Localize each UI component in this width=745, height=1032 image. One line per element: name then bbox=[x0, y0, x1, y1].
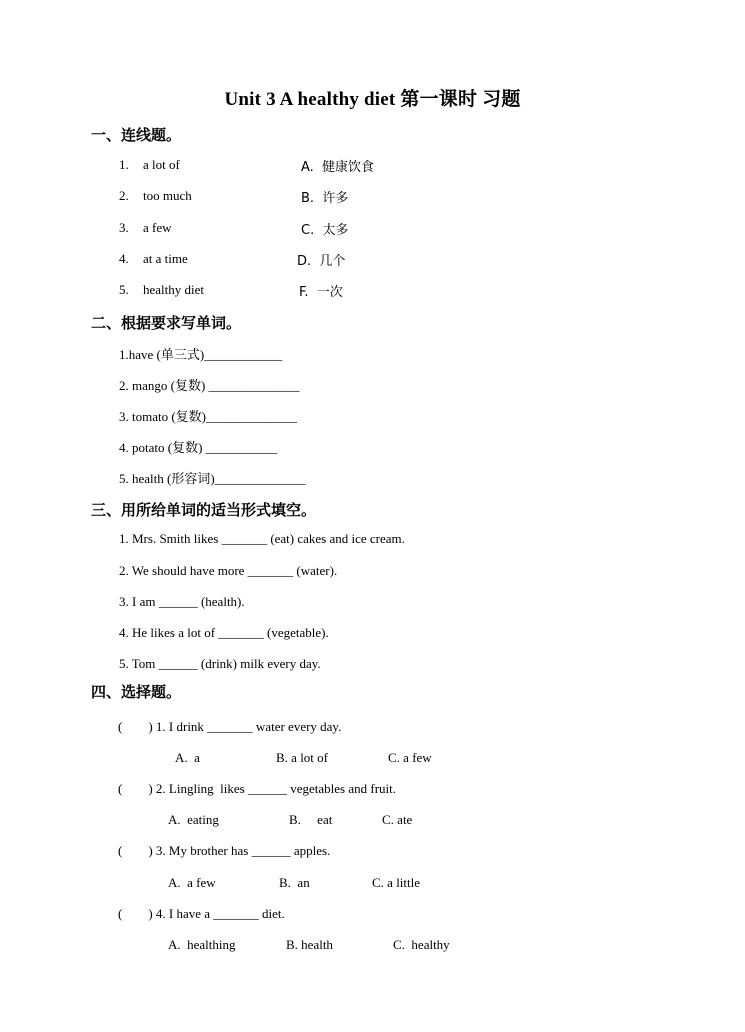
match-left-num-5: 5. bbox=[119, 282, 129, 297]
match-left-item-5: healthy diet bbox=[143, 282, 205, 297]
q1-option-a: A. a bbox=[175, 750, 200, 765]
q1-option-b: B. a lot of bbox=[276, 750, 328, 765]
match-right-item-2: B. 许多 bbox=[301, 191, 349, 206]
word-item-3: 3. tomato (复数)______________ bbox=[119, 409, 298, 424]
word-item-2: 2. mango (复数) ______________ bbox=[119, 378, 300, 393]
page-title: Unit 3 A healthy diet 第一课时 习题 bbox=[224, 89, 521, 110]
fill-item-3: 3. I am ______ (health). bbox=[119, 594, 245, 609]
choice-question-4: ( ) 4. I have a _______ diet. bbox=[118, 906, 285, 921]
match-right-item-4: D. 几个 bbox=[297, 254, 346, 269]
q3-option-a: A. a few bbox=[168, 875, 216, 890]
match-left-num-4: 4. bbox=[119, 251, 129, 266]
q1-option-c: C. a few bbox=[388, 750, 432, 765]
q3-option-c: C. a little bbox=[372, 875, 421, 890]
match-right-item-5: F. 一次 bbox=[299, 285, 343, 300]
match-left-num-1: 1. bbox=[119, 157, 129, 172]
q4-option-a: A. healthing bbox=[168, 937, 236, 952]
q4-option-c: C. healthy bbox=[393, 937, 450, 952]
q4-option-b: B. health bbox=[286, 937, 333, 952]
match-left-num-3: 3. bbox=[119, 220, 129, 235]
q2-option-c: C. ate bbox=[382, 812, 413, 827]
match-left-item-1: a lot of bbox=[143, 157, 180, 172]
match-right-item-3: C. 太多 bbox=[301, 223, 349, 238]
match-left-num-2: 2. bbox=[119, 188, 129, 203]
section-3-heading: 三、用所给单词的适当形式填空。 bbox=[91, 501, 317, 519]
section-2-heading: 二、根据要求写单词。 bbox=[91, 314, 242, 332]
match-left-item-2: too much bbox=[143, 188, 192, 203]
q3-option-b: B. an bbox=[279, 875, 310, 890]
match-right-item-1: A. 健康饮食 bbox=[301, 160, 375, 175]
match-left-item-3: a few bbox=[143, 220, 172, 235]
fill-item-2: 2. We should have more _______ (water). bbox=[119, 563, 338, 578]
match-left-item-4: at a time bbox=[143, 251, 188, 266]
fill-item-5: 5. Tom ______ (drink) milk every day. bbox=[119, 656, 321, 671]
fill-item-1: 1. Mrs. Smith likes _______ (eat) cakes and ice cream. bbox=[119, 531, 405, 546]
word-item-5: 5. health (形容词)______________ bbox=[119, 471, 306, 486]
section-4-heading: 四、选择题。 bbox=[91, 683, 182, 701]
choice-question-2: ( ) 2. Lingling likes ______ vegetables and fruit. bbox=[118, 781, 397, 796]
choice-question-1: ( ) 1. I drink _______ water every day. bbox=[118, 719, 342, 734]
q2-option-a: A. eating bbox=[168, 812, 219, 827]
fill-item-4: 4. He likes a lot of _______ (vegetable). bbox=[119, 625, 329, 640]
q2-option-b: B. eat bbox=[289, 812, 333, 827]
word-item-4: 4. potato (复数) ___________ bbox=[119, 440, 278, 455]
section-1-heading: 一、连线题。 bbox=[91, 126, 182, 144]
choice-question-3: ( ) 3. My brother has ______ apples. bbox=[118, 843, 331, 858]
word-item-1: 1.have (单三式)____________ bbox=[119, 347, 283, 362]
